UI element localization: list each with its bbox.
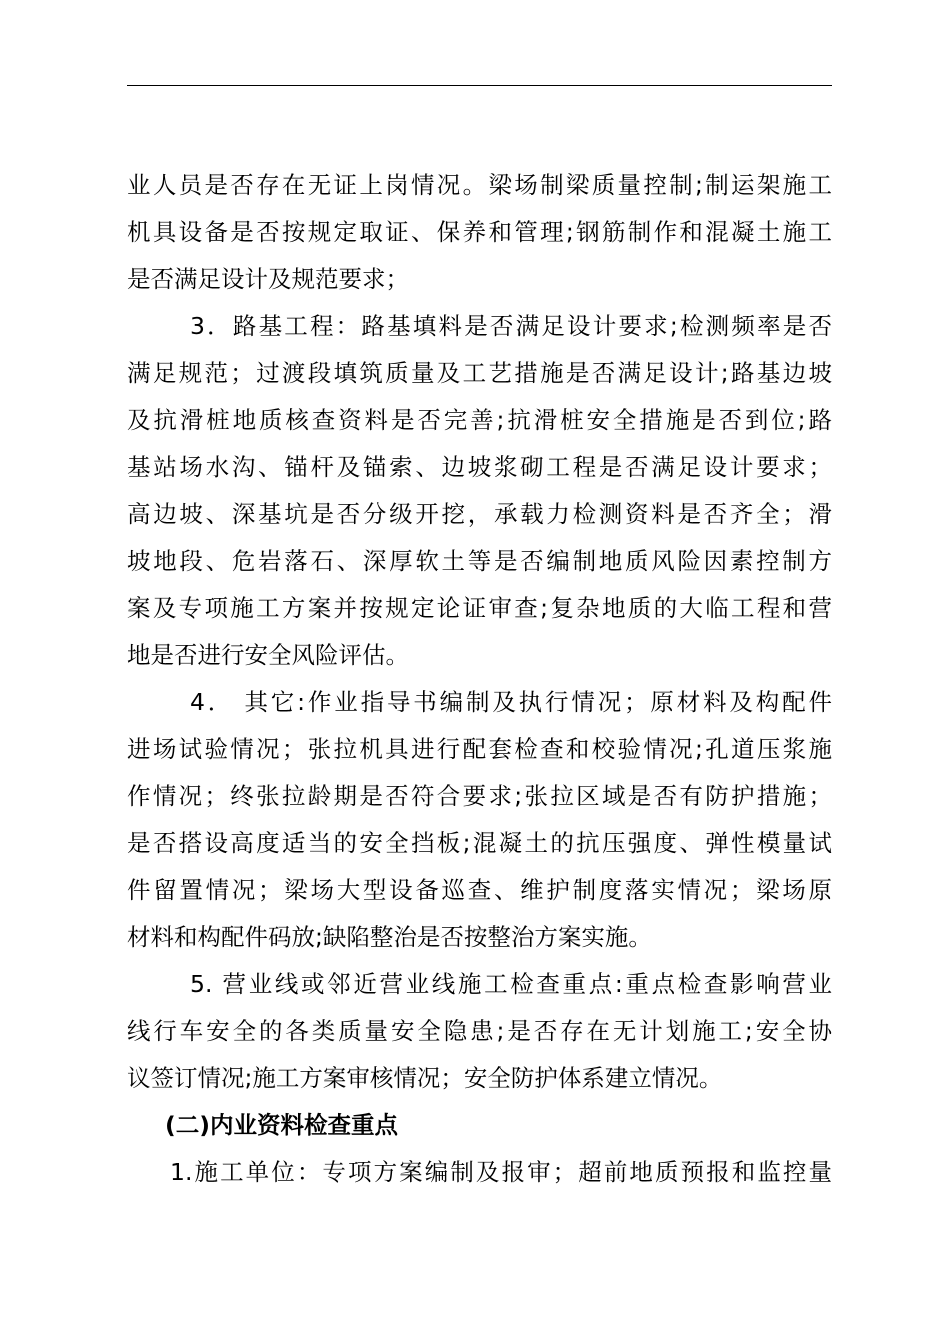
- body-line: 坡地段、危岩落石、深厚软土等是否编制地质风险因素控制方: [127, 547, 832, 575]
- body-line: 线行车安全的各类质量安全隐患;是否存在无计划施工;安全协: [127, 1017, 832, 1045]
- body-line: 件留置情况；梁场大型设备巡查、维护制度落实情况；梁场原: [127, 876, 832, 904]
- body-line: 进场试验情况；张拉机具进行配套检查和校验情况;孔道压浆施: [127, 735, 832, 763]
- body-line: 基站场水沟、锚杆及锚索、边坡浆砌工程是否满足设计要求；: [127, 453, 832, 481]
- body-line: 高边坡、深基坑是否分级开挖，承载力检测资料是否齐全；滑: [127, 500, 832, 528]
- paragraph-1-first-line: 1.施工单位：专项方案编制及报审；超前地质预报和监控量: [170, 1158, 832, 1186]
- body-line: 满足规范；过渡段填筑质量及工艺措施是否满足设计;路基边坡: [127, 359, 832, 387]
- body-line: 作情况；终张拉龄期是否符合要求;张拉区域是否有防护措施；: [127, 782, 832, 810]
- body-line: 及抗滑桩地质核查资料是否完善;抗滑桩安全措施是否到位;路: [127, 406, 832, 434]
- body-line: 材料和构配件码放;缺陷整治是否按整治方案实施。: [127, 923, 652, 951]
- body-line: 案及专项施工方案并按规定论证审查;复杂地质的大临工程和营: [127, 594, 832, 622]
- body-line: 议签订情况;施工方案审核情况；安全防护体系建立情况。: [127, 1064, 723, 1092]
- header-rule: [127, 85, 832, 86]
- body-line: 地是否进行安全风险评估。: [127, 641, 409, 669]
- body-line: 是否搭设高度适当的安全挡板;混凝土的抗压强度、弹性模量试: [127, 829, 832, 857]
- section-heading: (二)内业资料检查重点: [165, 1111, 398, 1139]
- paragraph-5-first-line: 5. 营业线或邻近营业线施工检查重点:重点检查影响营业: [190, 970, 832, 998]
- paragraph-3-first-line: 3．路基工程：路基填料是否满足设计要求;检测频率是否: [190, 312, 832, 340]
- paragraph-4-first-line: 4． 其它:作业指导书编制及执行情况；原材料及构配件: [190, 688, 832, 716]
- body-line: 是否满足设计及规范要求；: [127, 265, 409, 293]
- body-line: 机具设备是否按规定取证、保养和管理;钢筋制作和混凝土施工: [127, 218, 832, 246]
- body-line: 业人员是否存在无证上岗情况。梁场制梁质量控制;制运架施工: [127, 171, 832, 199]
